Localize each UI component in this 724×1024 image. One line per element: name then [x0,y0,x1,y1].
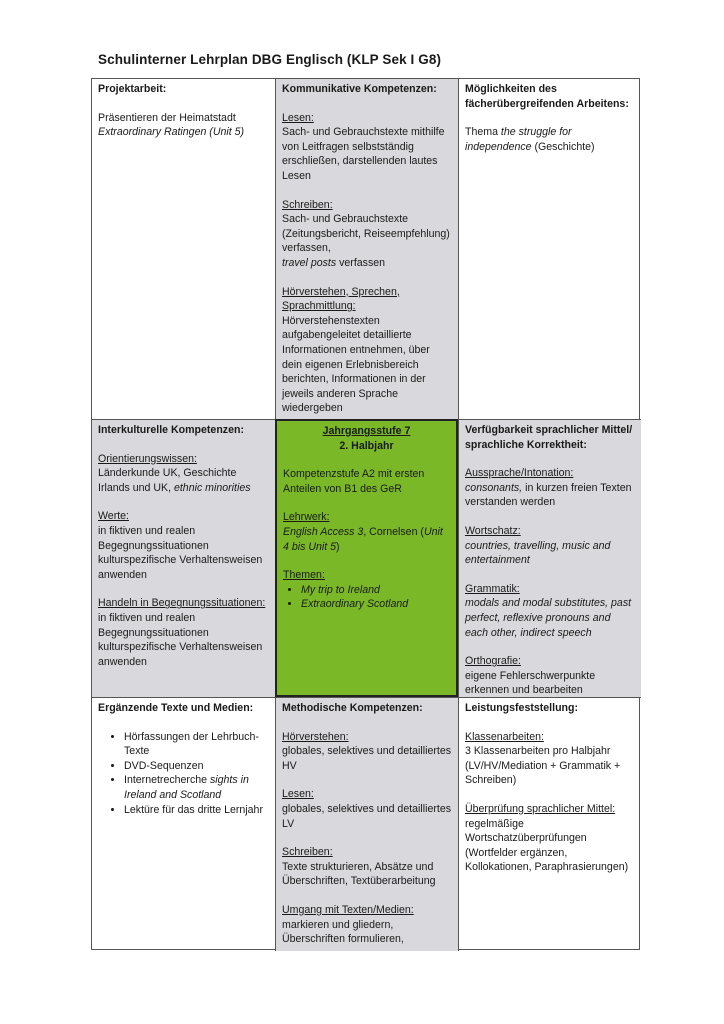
aussprache-label: Aussprache/Intonation: [465,467,574,480]
handeln-label: Handeln in Begegnungssituationen: [98,597,266,610]
ueber-label: Überprüfung sprachlicher Mittel: [465,802,616,815]
center-kompetenz: Kompetenzstufe A2 mit ersten Anteilen von B1 des GeR [283,468,425,495]
themen-label: Themen: [283,569,325,582]
ortho-text: eigene Fehlerschwerpunkte erkennen und bearbeiten [465,669,596,697]
aussprache-italic: consonants, [465,481,523,494]
ergaenzend-item [124,759,269,774]
ergaenzend-item-text: Hörfassungen der Lehrbuch-Texte [124,730,259,758]
kommunikativ-schreiben-label: Schreiben: [282,198,333,211]
werte-label: Werte: [98,510,130,523]
ergaenzend-item [124,773,269,802]
faecher-text [465,125,635,154]
projekt-line2: Extraordinary Ratingen (Unit 5) [98,126,245,139]
aussprache-rest: in kurzen freien Texten verstanden werden [465,481,632,509]
ueber-text: regelmäßige Wortschatzüberprüfungen (Wortfelder ergänzen, Kollokationen, Paraphrasierungen) [465,817,629,874]
lehrwerk-italic2: Unit 4 bis Unit 5 [283,525,443,553]
methodisch-hoer-text: globales, selektives und detailliertes HV [282,745,452,772]
lehrwerk-mid: , Cornelsen ( [363,525,424,538]
lehrwerk-italic: English Access 3 [283,525,364,538]
travel-posts-text: travel posts [282,256,337,269]
kommunikativ-lesen-text: Sach- und Gebrauchstexte mithilfe von Leitfragen selbstständig erschließen, darstellenden lautes Lesen [282,126,445,182]
wortschatz-text: countries, travelling, music and entertainment [465,539,611,567]
ergaenzend-item-text: Lektüre für das dritte Lernjahr [124,803,263,816]
interkulturell-heading: Interkulturelle Kompetenzen: [98,424,244,436]
ergaenzend-item-italic: sights in Ireland and Scotland [124,774,249,801]
werte-text: in fiktiven und realen Begegnungssituationen kulturspezifische Verhaltensweisen anwenden [98,524,263,581]
orient-text-italic: ethnic minorities [173,481,251,494]
orient-label: Orientierungswissen: [98,452,197,465]
ergaenzend-list [98,730,269,818]
ortho-label: Orthografie: [465,655,521,668]
travel-posts-rest: verfassen [336,256,386,269]
cell-ergaenzend [92,697,275,951]
cell-leistung [458,697,641,951]
cell-methodisch [275,697,458,951]
aussprache-text [465,481,635,510]
leistung-heading: Leistungsfeststellung: [465,702,579,714]
faecher-prefix: Thema [465,126,501,139]
cell-sprachmittel [458,419,641,697]
themen-list [283,583,450,612]
lehrwerk-label: Lehrwerk: [283,511,330,524]
orient-text [98,466,269,495]
sprachmittel-heading: Verfügbarkeit sprachlicher Mittel/ sprachliche Korrektheit: [465,424,633,451]
kommunikativ-heading: Kommunikative Kompetenzen: [282,83,437,95]
methodisch-lesen-label: Lesen: [282,788,314,801]
methodisch-hoer-label: Hörverstehen: [282,730,349,743]
themen-item: • My trip to Ireland [301,583,450,598]
methodisch-heading: Methodische Kompetenzen: [282,702,423,714]
curriculum-table [91,78,640,950]
kommunikativ-lesen-label: Lesen: [282,111,314,124]
center-heading1: Jahrgangsstufe 7 [322,425,411,437]
grammatik-label: Grammatik: [465,582,520,595]
methodisch-umgang-label: Umgang mit Texten/Medien: [282,903,414,916]
cell-interkulturell [92,419,275,697]
methodisch-schreiben-text: Texte strukturieren, Absätze und Überschriften, Textüberarbeitung [282,860,436,888]
themen-item: • Extraordinary Scotland [301,597,450,612]
wortschatz-label: Wortschatz: [465,524,521,537]
orient-text-main: Länderkunde UK, Geschichte Irlands und UK, [98,467,237,494]
methodisch-schreiben-label: Schreiben: [282,846,333,859]
methodisch-lesen-text: globales, selektives und detailliertes LV [282,802,452,830]
faecher-heading: Möglichkeiten des fächerübergreifenden Arbeitens: [465,83,629,110]
methodisch-umgang-text: markieren und gliedern, Überschriften formulieren, [282,918,404,946]
lehrwerk-end: ) [336,540,340,553]
faecher-suffix: (Geschichte) [531,140,595,153]
ergaenzend-item-text: DVD-Sequenzen [124,759,204,772]
kommunikativ-schreiben-line2 [282,256,452,271]
lehrwerk-text [283,525,450,554]
projekt-heading: Projektarbeit: [98,83,167,95]
ergaenzend-heading: Ergänzende Texte und Medien: [98,702,254,714]
handeln-text: in fiktiven und realen Begegnungssituationen kulturspezifische Verhaltensweisen anwenden [98,611,263,668]
document-title: Schulinterner Lehrplan DBG Englisch (KLP Sek I G8) [98,52,442,67]
kommunikativ-hoer-label: Hörverstehen, Sprechen, Sprachmittlung: [282,285,400,313]
center-heading2: 2. Halbjahr [339,439,394,452]
klassen-text: 3 Klassenarbeiten pro Halbjahr (LV/HV/Mediation + Grammatik + Schreiben) [465,745,621,787]
faecher-italic: the struggle for independence [465,126,572,153]
ergaenzend-item [124,730,269,759]
cell-jahrgangsstufe [275,419,458,697]
cell-projektarbeit [92,79,275,419]
kommunikativ-hoer-text: Hörverstehenstexten aufgabengeleitet detaillierte Informationen entnehmen, über dein eigenen Erlebnisbereich berichten, Informationen in der jeweils anderen Sprache wiedergeben [282,314,430,415]
klassen-label: Klassenarbeiten: [465,730,544,743]
cell-kommunikativ [275,79,458,419]
projekt-line1: Präsentieren der Heimatstadt [98,111,236,124]
cell-faecheruebergreifend [458,79,641,419]
ergaenzend-item [124,803,269,818]
grammatik-text: modals and modal substitutes, past perfect, reflexive pronouns and each other, indirect speech [465,597,632,639]
ergaenzend-item-text: Internetrecherche [124,774,210,787]
kommunikativ-schreiben-text: Sach- und Gebrauchstexte (Zeitungsbericht, Reiseempfehlung) verfassen, [282,213,450,255]
